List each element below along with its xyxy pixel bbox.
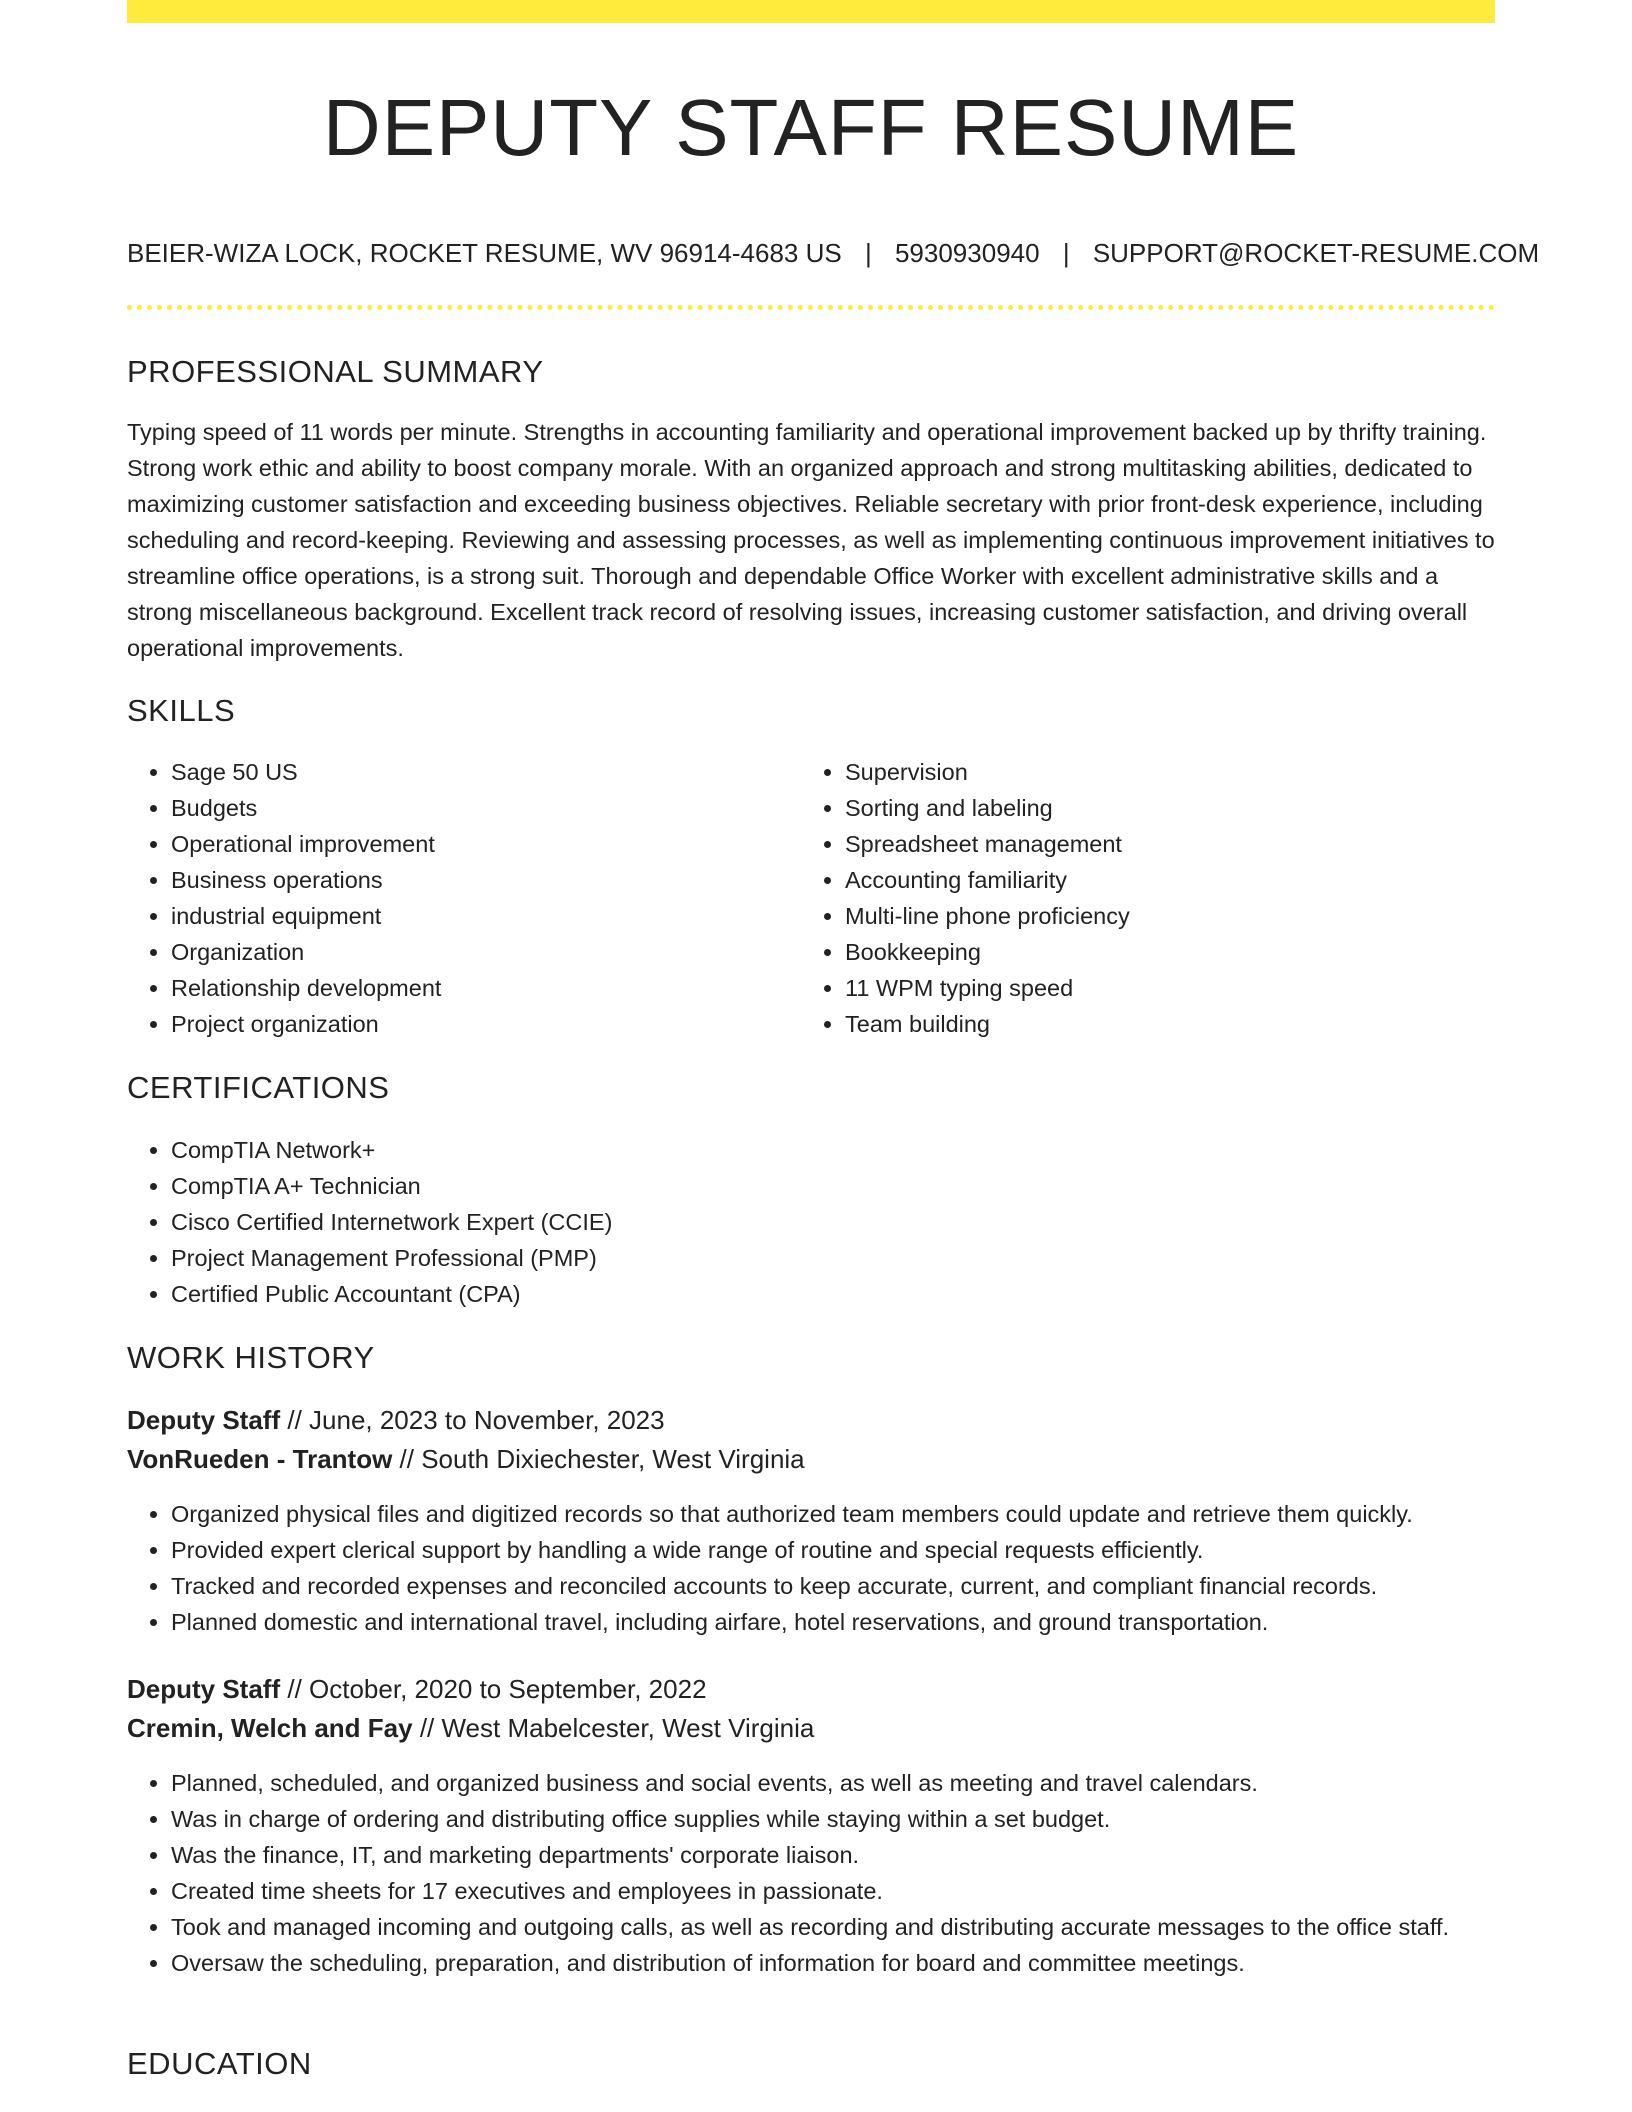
job-title-line [127,1671,707,1707]
job-location: // West Mabelcester, West Virginia [412,1713,815,1743]
job-bullet: • Tracked and recorded expenses and reconciled accounts to keep accurate, current, and compliant financial records. [171,1568,1541,1604]
job-title-line [127,1402,665,1438]
skill-item: • Sorting and labeling [845,790,1445,826]
job-bullet: • Was in charge of ordering and distributing office supplies while staying within a set budget. [171,1801,1541,1837]
job-dates: // October, 2020 to September, 2022 [280,1674,707,1704]
job-company-line [127,1441,805,1477]
contact-address: BEIER-WIZA LOCK, ROCKET RESUME, WV 96914-4683 US [127,238,842,268]
job-bullets [127,1496,1541,1640]
work-history-heading: WORK HISTORY [127,1340,375,1375]
header-divider [127,305,1495,310]
certification-item: • Cisco Certified Internetwork Expert (CCIE) [171,1204,1471,1240]
job-company: VonRueden - Trantow [127,1444,393,1474]
certification-item: • CompTIA Network+ [171,1132,1471,1168]
skill-item: • Business operations [171,862,771,898]
job-bullet: • Provided expert clerical support by handling a wide range of routine and special requests efficiently. [171,1532,1541,1568]
education-heading: EDUCATION [127,2046,312,2081]
top-accent-bar [127,0,1495,23]
job-company: Cremin, Welch and Fay [127,1713,413,1743]
certifications-heading: CERTIFICATIONS [127,1070,390,1105]
job-bullet: • Organized physical files and digitized records so that authorized team members could update and retrieve them quickly. [171,1496,1541,1532]
job-location: // South Dixiechester, West Virginia [392,1444,805,1474]
skills-list-right [801,754,1445,1042]
job-title: Deputy Staff [127,1405,281,1435]
skill-item: • industrial equipment [171,898,771,934]
contact-separator: | [1062,238,1070,268]
job-bullet: • Oversaw the scheduling, preparation, and distribution of information for board and committee meetings. [171,1945,1541,1981]
job-dates: // June, 2023 to November, 2023 [280,1405,665,1435]
job-bullet: • Planned domestic and international travel, including airfare, hotel reservations, and ground transportation. [171,1604,1541,1640]
resume-title: DEPUTY STAFF RESUME [322,83,1300,172]
job-bullet: • Was the finance, IT, and marketing departments' corporate liaison. [171,1837,1541,1873]
job-bullet: • Took and managed incoming and outgoing calls, as well as recording and distributing accurate messages to the office staff. [171,1909,1541,1945]
summary-heading: PROFESSIONAL SUMMARY [127,354,544,389]
skill-item: • Operational improvement [171,826,771,862]
skill-item: • Sage 50 US [171,754,771,790]
certification-item: • Project Management Professional (PMP) [171,1240,1471,1276]
skill-item: • Bookkeeping [845,934,1445,970]
job-title: Deputy Staff [127,1674,281,1704]
skill-item: • Relationship development [171,970,771,1006]
certification-item: • Certified Public Accountant (CPA) [171,1276,1471,1312]
job-bullets [127,1765,1541,1981]
skill-item: • Spreadsheet management [845,826,1445,862]
job-bullet: • Created time sheets for 17 executives and employees in passionate. [171,1873,1541,1909]
skill-item: • Organization [171,934,771,970]
contact-phone: 5930930940 [894,238,1040,268]
skills-heading: SKILLS [127,693,236,728]
job-bullet: • Planned, scheduled, and organized business and social events, as well as meeting and travel calendars. [171,1765,1541,1801]
skill-item: • Accounting familiarity [845,862,1445,898]
contact-email: SUPPORT@ROCKET-RESUME.COM [1092,238,1540,268]
skill-item: • Multi-line phone proficiency [845,898,1445,934]
certification-item: • CompTIA A+ Technician [171,1168,1471,1204]
contact-line [127,236,1540,270]
contact-separator: | [864,238,872,268]
certifications-list [127,1132,1471,1312]
summary-text: Typing speed of 11 words per minute. Strengths in accounting familiarity and operational improvement backed up by thrifty training. Strong work ethic and ability to boost company morale. With an organized approach and strong multitasking abilities, dedicated to maximizing customer satisfaction and exceeding business objectives. Reliable secretary with prior front-desk experience, including scheduling and record-keeping. Reviewing and assessing processes, as well as implementing continuous improvement initiatives to streamline office operations, is a strong suit. Thorough and dependable Office Worker with excellent administrative skills and a strong miscellaneous background. Excellent track record of resolving issues, increasing customer satisfaction, and driving overall operational improvements. [127,419,1495,661]
skill-item: • Team building [845,1006,1445,1042]
skill-item: • Budgets [171,790,771,826]
skill-item: • 11 WPM typing speed [845,970,1445,1006]
skills-list-left [127,754,771,1042]
job-company-line [127,1710,814,1746]
skill-item: • Project organization [171,1006,771,1042]
skill-item: • Supervision [845,754,1445,790]
